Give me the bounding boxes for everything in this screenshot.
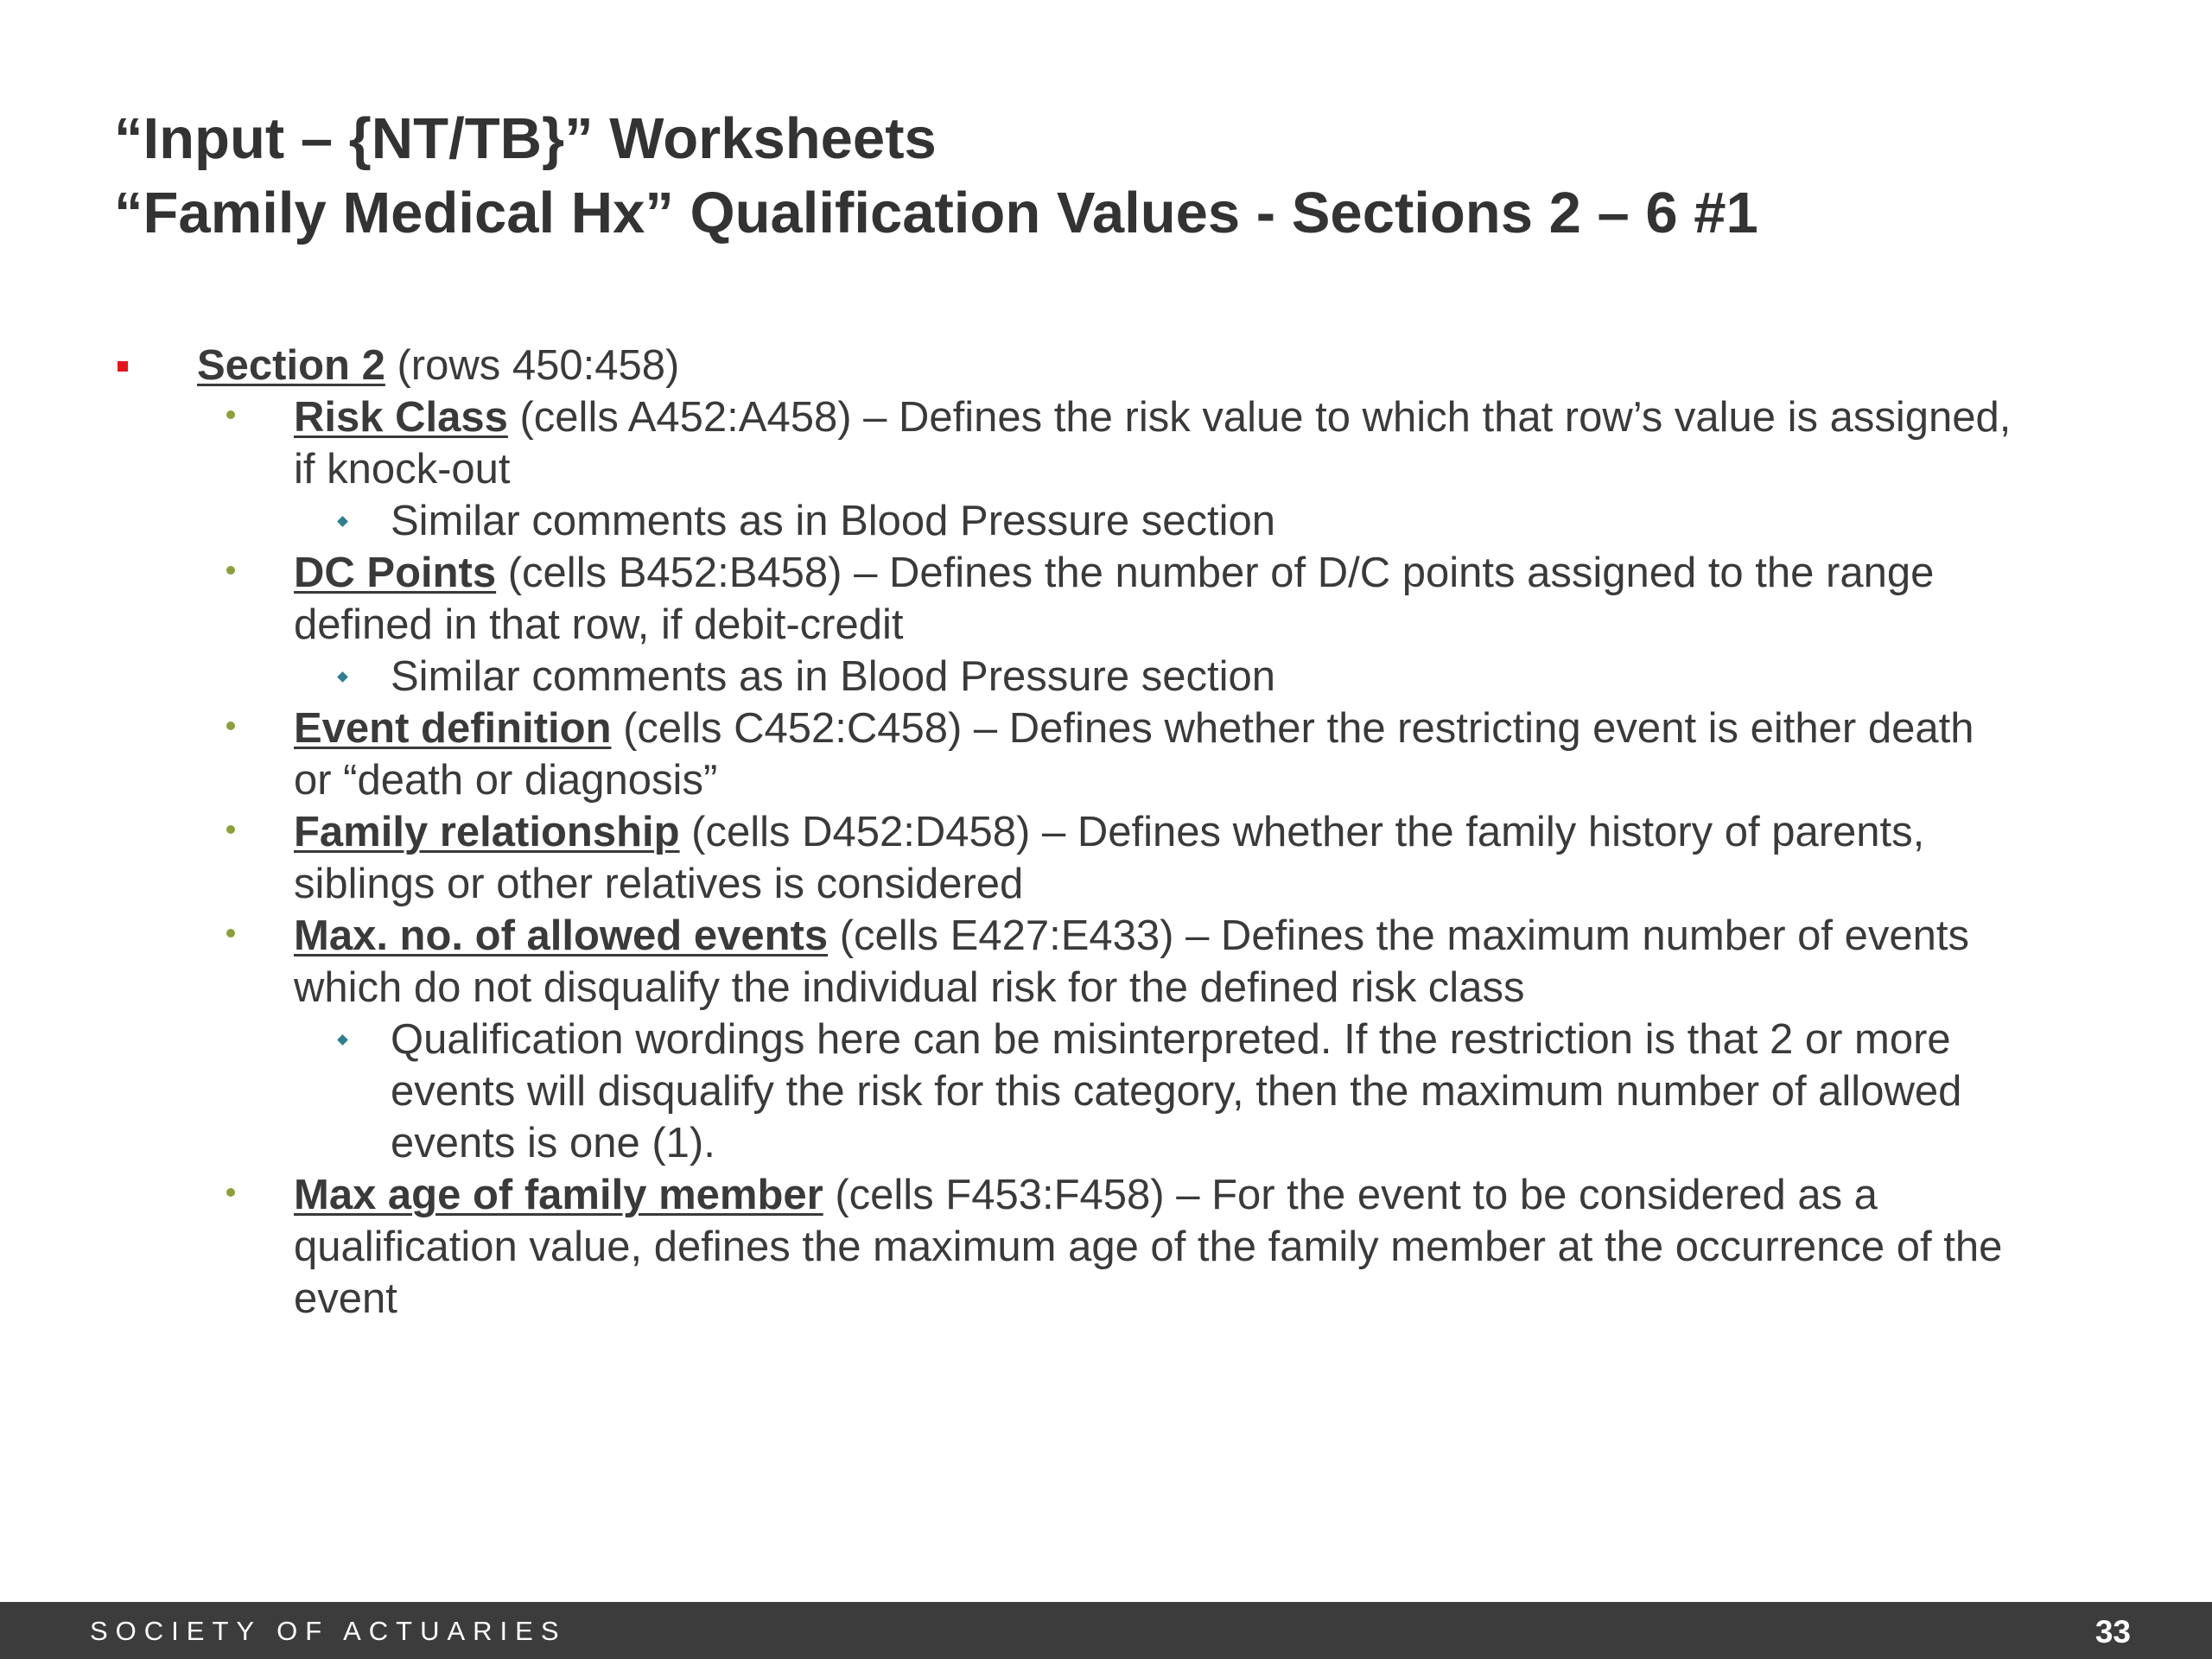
diamond-bullet-icon: [337, 516, 348, 527]
item-event-definition: [114, 702, 2015, 806]
sub-item-text: Similar comments as in Blood Pressure section: [391, 653, 1275, 700]
item-risk-class: [114, 391, 2015, 495]
item-family-relationship: [114, 806, 2015, 910]
item-text: (cells B452:B458) – Defines the number of D/C points assigned to the range defined in that row, if debit-credit: [294, 550, 1935, 648]
item-text: (cells A452:A458) – Defines the risk value to which that row’s value is assigned, if knock-out: [294, 394, 2012, 493]
item-text: (cells D452:D458) – Defines whether the family history of parents, siblings or other relatives is considered: [294, 809, 1925, 907]
item-dc-points: [114, 547, 2015, 651]
dot-bullet-icon: [226, 566, 235, 575]
section-label: Section 2: [197, 342, 385, 389]
dot-bullet-icon: [226, 1188, 235, 1197]
item-max-allowed-events: [114, 910, 2015, 1014]
sub-item: [114, 495, 2015, 547]
sub-item: [114, 1014, 2015, 1169]
dot-bullet-icon: [226, 929, 235, 938]
bullet-content: [114, 340, 2101, 1325]
footer-bar: [0, 1602, 2212, 1659]
title-line-2: “Family Medical Hx” Qualification Values - Sections 2 – 6 #1: [114, 181, 1758, 245]
item-term: Risk Class: [294, 394, 508, 441]
diamond-bullet-icon: [337, 1034, 348, 1046]
sub-item-text: Qualification wordings here can be misinterpreted. If the restriction is that 2 or more events will disqualify the risk for this category, then the maximum number of allowed events is one (1).: [391, 1016, 1962, 1166]
square-bullet-icon: [118, 361, 128, 372]
title-line-1: “Input – {NT/TB}” Worksheets: [114, 106, 937, 171]
dot-bullet-icon: [226, 410, 235, 419]
sub-item-text: Similar comments as in Blood Pressure section: [391, 498, 1275, 544]
section-bullet: [114, 340, 2101, 391]
item-term: Family relationship: [294, 809, 680, 855]
page-number: 33: [2094, 1614, 2131, 1649]
diamond-bullet-icon: [337, 671, 348, 683]
dot-bullet-icon: [226, 825, 235, 834]
item-text: (cells E427:E433) – Defines the maximum number of events which do not disqualify the individual risk for the defined risk class: [294, 912, 1969, 1011]
item-text: (cells C452:C458) – Defines whether the restricting event is either death or “death or diagnosis”: [294, 705, 1974, 804]
slide-title: [114, 102, 2119, 251]
item-term: Max age of family member: [294, 1172, 823, 1218]
section-detail: (rows 450:458): [385, 342, 680, 389]
item-max-age-family-member: [114, 1169, 2015, 1325]
organization-name: SOCIETY OF ACTUARIES: [90, 1616, 567, 1646]
item-text: (cells F453:F458) – For the event to be considered as a qualification value, defines the maximum age of the family member at the occurrence of the event: [294, 1172, 2003, 1322]
dot-bullet-icon: [226, 721, 235, 730]
item-term: Event definition: [294, 705, 612, 752]
sub-item: [114, 651, 2015, 702]
item-term: DC Points: [294, 550, 497, 596]
item-term: Max. no. of allowed events: [294, 912, 829, 959]
